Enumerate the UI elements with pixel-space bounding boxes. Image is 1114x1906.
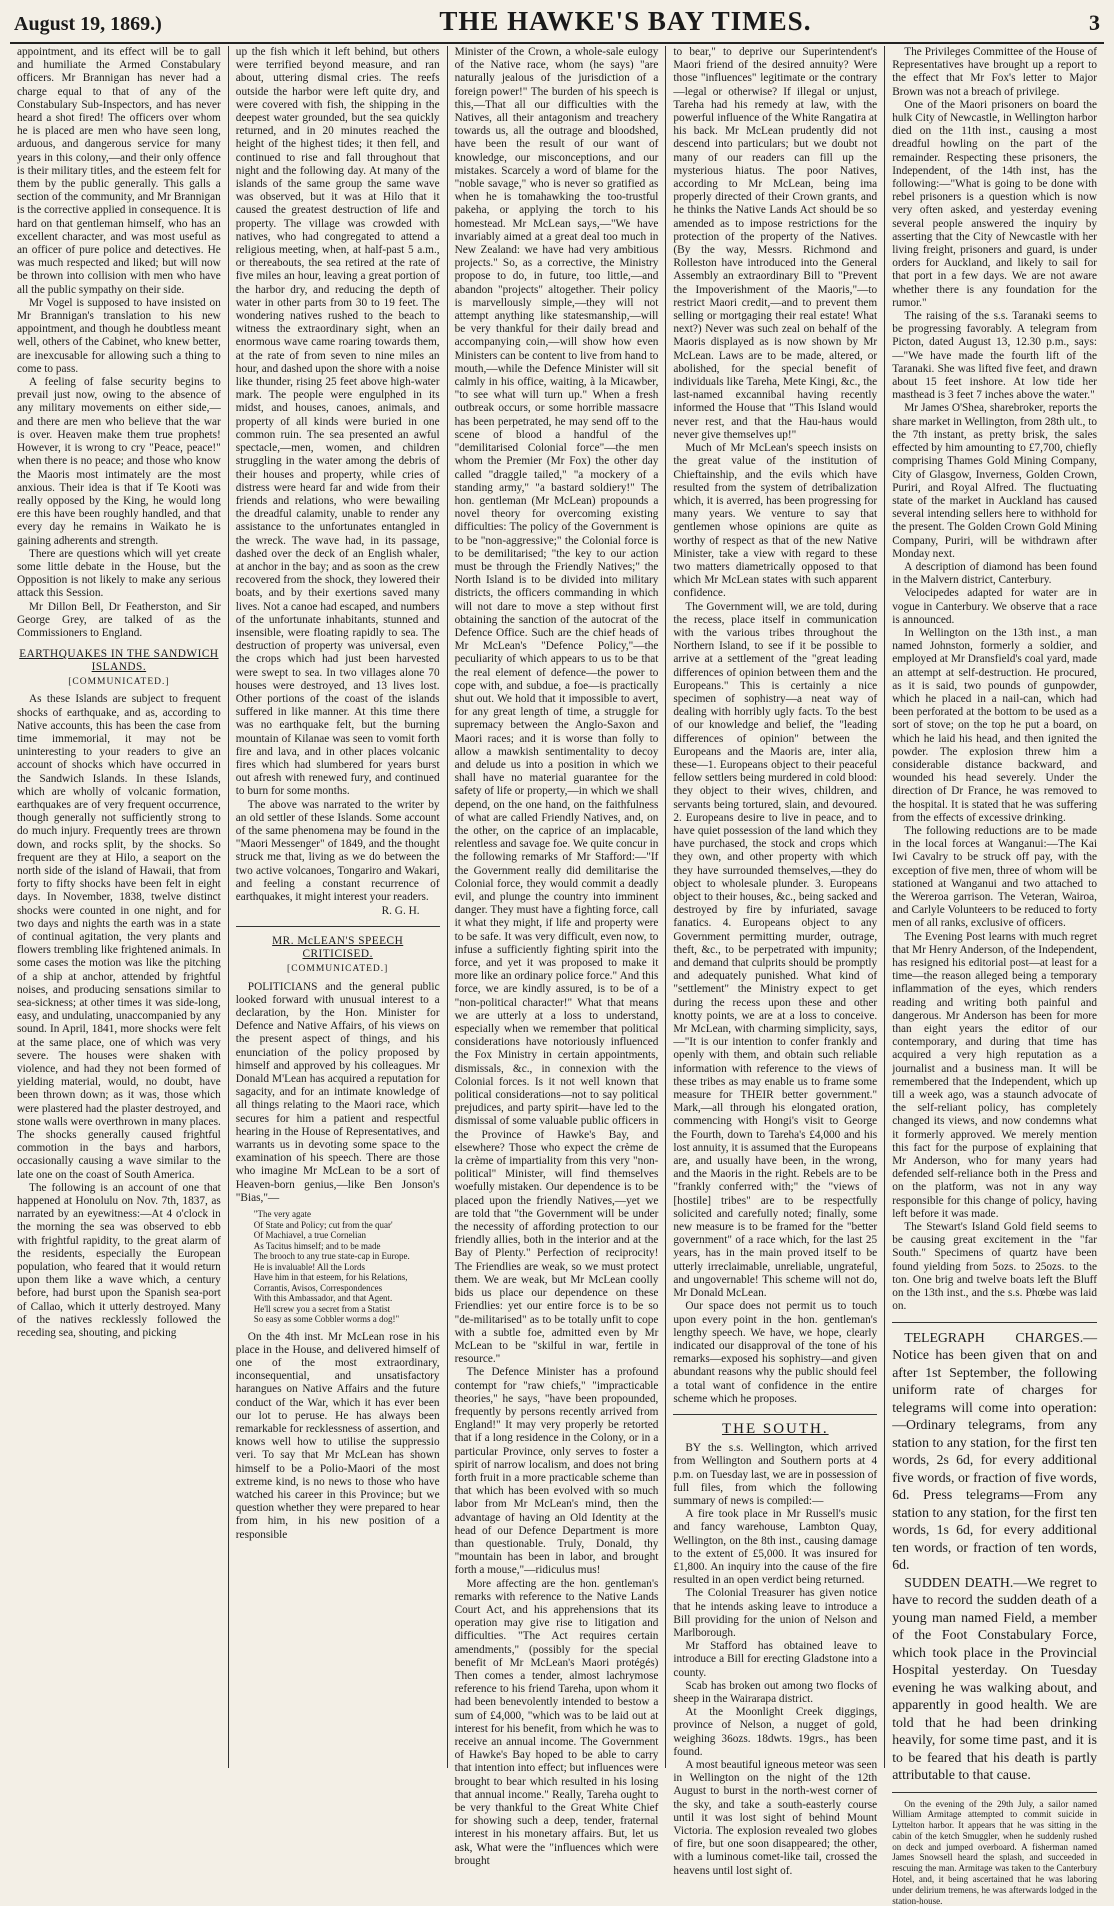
page-number: 3 [1089,10,1100,36]
article-paragraph: Velocipedes adapted for water are in vogue in Canterbury. We observe that a race is announced. [892,587,1097,627]
verse-line: Corrantis, Avisos, Correspondences [254,1283,440,1294]
article-paragraph: The Colonial Treasurer has given notice that he intends asking leave to introduce a Bill providing for the union of Nelson and Marlborough. [673,1587,877,1640]
verse-quote [254,1209,440,1325]
article-paragraph: As these Islands are subject to frequent shocks of earthquake, and as, according to Native accounts, this has been the case from time immemorial, it may not be uninteresting to your readers to give an account of shocks which have occurred in the Sandwich Islands. In these Islands, which are wholly of volcanic formation, earthquakes are of very frequent occurrence, though generally not sufficiently strong to do much injury. Frequently trees are thrown down, and rocks split, by the shocks. So frequent are they at Hilo, a seaport on the north side of the island of Hawaii, that from forty to fifty shocks have been felt in eight days. In November, 1838, twelve distinct shocks were counted in one night, and for two days and nights the earth was in a state of continual agitation, the very plants and flowers trembling like frightened animals. In some cases the motion was like the pitching of a ship at anchor, attended by frightful noises, and producing sensations similar to sea-sickness; at other times it was side-long, easy, and undulating, unaccompanied by any sound. In April, 1841, more shocks were felt at the same place, one of which was very severe. The houses were shaken with violence, and had they not been formed of yielding material, would, no doubt, have been thrown down; as it was, those which were plastered had the plaster destroyed, and stone walls were overthrown in many places. The shocks generally caused frightful commotion in the bays and harbors, occasionally causing a wave similar to the late one on the coast of South America. [17,693,221,1182]
article-paragraph: On the 4th inst. Mr McLean rose in his place in the House, and delivered himself of one of the most extraordinary, inconsequential, and unsatisfactory harangues on Native Affairs and the future conduct of the War, which it has ever been our lot to peruse. He has always been remarkable for recklessness of assertion, and knows well how to utilise the suppressio veri. To say that Mr McLean has shown himself to be a Polio-Maori of the most extreme kind, is no news to those who have watched his career in this Province; but we question whether they were prepared to hear from him, in his new position of a responsible [236,1331,440,1542]
article-paragraph: The Defence Minister has a profound contempt for "raw chiefs," "impracticable theories," he says, "have been propounded, frequently by persons recently arrived from England!" It may very properly be retorted that if a long residence in the Colony, or in a particular Province, only serves to foster a spirit of narrow localism, and does not bring forth fruit in a more practicable scheme than that which has been evolved with so much labor from Mr McLean's mind, then the advantage of having an Old Identity at the head of our Defence Department is more than questionable. Truly, Donald, thy "mountain has been in labor, and brought forth a mouse,"—ridiculus mus! [455,1366,659,1577]
issue-date: August 19, 1869.) [14,13,162,36]
verse-line: Of Machiavel, a true Cornelian [254,1230,440,1241]
sudden-death-notice: SUDDEN DEATH.—We regret to have to record the sudden death of a young man named Field, a member of the Foot Constabulary Force, which took place in the Provincial Hospital yesterday. On Tuesday evening he was walking about, and apparently in good health. We are told that he had been drinking heavily, for some time past, and it is to be feared that his death is partly attributable to that cause. [892,1574,1097,1784]
newspaper-title: THE HAWKE'S BAY TIMES. [439,6,811,37]
verse-line: The brooch to any true state-cap in Europe. [254,1251,440,1262]
article-paragraph: The Evening Post learns with much regret that Mr Henry Anderson, of the Independent, has resigned his editorial post—at least for a time—the reason alleged being a temporary inflammation of the eyes, which renders reading and writing both painful and dangerous. Mr Anderson has been for more than eight years the editor of our contemporary, and during that time has acquired a very high reputation as a journalist and a business man. It will be remembered that the Independent, which up till a week ago, was a staunch advocate of the self-reliant policy, has completely changed its views, and now condemns what it formerly approved. We merely mention this fact for the purpose of explaining that Mr Anderson, who for many years had defended self-reliance both in the Press and on the platform, was not in any way responsible for this change of policy, having left before it was made. [892,931,1097,1221]
article-paragraph: Mr Stafford has obtained leave to introduce a Bill for erecting Gladstone into a county. [673,1640,877,1680]
divider [673,1414,877,1415]
article-paragraph: One of the Maori prisoners on board the hulk City of Newcastle, in Wellington harbor died on the 11th inst., causing a most dreadful howling on the part of the remainder. Respecting these prisoners, the Independent, of the 14th inst, has the following:—"What is going to be done with rebel prisoners is a question which is now very often asked, and yesterday evening several people answered the inquiry by asserting that the City of Newcastle with her living freight, prisoners and guard, is under orders for Auckland, and likely to sail for that port in a few days. We are not aware whether there is any foundation for the rumor." [892,99,1097,310]
column-4 [666,46,885,1768]
article-paragraph: Scab has broken out among two flocks of sheep in the Wairarapa district. [673,1680,877,1706]
article-paragraph: appointment, and its effect will be to gall and humiliate the Armed Constabulary officers. Mr Brannigan has never had a charge equal to that of any of the Constabulary Sub-Inspectors, and has never heard a shot fired! The officers over whom he is placed are men who have seen long, arduous, and dangerous service for many years in this colony,—and their only offence is their military titles, and the esteem felt for them by the public generally. This galls a section of the community, and Mr Brannigan is the corrective applied in consequence. It is hard on that gentleman himself, who has an excellent character, and was most useful as an officer of pure police and detectives. He was much respected and liked; but will now be thrown into collision with men who have all the public sympathy on their side. [17,46,221,297]
article-paragraph: More affecting are the hon. gentleman's remarks with reference to the Native Lands Court Act, and his apprehensions that its operation may give rise to litigation and difficulties. "The Act requires certain amendments," (possibly for the special benefit of Mr McLean's Maori protégés) Then comes a tender, almost lachrymose reference to his friend Tareha, upon whom it had been benevolently intended to bestow a sum of £4,000, "which was to be laid out at interest for his benefit, from which he was to receive an annual income. The Government of Hawke's Bay hoped to be able to carry that intention into effect; but influences were brought to bear which resulted in his losing that annual income." Really, Tareha ought to be very thankful to the Great White Chief for showing such a deep, tender, fraternal interest in his monetary affairs. But, let us ask, What were the "influences which were brought [455,1578,659,1868]
article-signature: R. G. H. [236,905,440,918]
article-paragraph: The Government will, we are told, during the recess, place itself in communication with the various tribes throughout the Northern Island, to see if it be possible to arrive at a settlement of the "great leading differences of opinion between them and the Europeans." This is certainly a nice specimen of sophistry—a neat way of dealing with horribly ugly facts. To the best of our knowledge and belief, the "leading differences of opinion" between the Europeans and the Maoris are, inter alia, these—1. Europeans object to their peaceful fellow settlers being murdered in cold blood: they object to their wives, children, and servants being tortured, slain, and devoured. 2. Europeans desire to live in peace, and to have quiet possession of the land which they have purchased, the stock and crops which they own, and other property with which they have surrounded themselves,—they do object to wholesale plunder. 3. Europeans object to their houses, &c., being sacked and destroyed by fire by infuriated, savage fanatics. 4. Europeans object to any Government permitting murder, outrage, theft, &c., to be perpetrated with impunity; and demand that culprits should be promptly and adequately punished. What kind of "settlement" the Ministry expect to get during the recess upon these and other knotty points, we are at a loss to conceive. Mr McLean, with charming simplicity, says,—"It is our intention to confer frankly and openly with them, and obtain such reliable information with reference to the views of these tribes as may enable us to frame some measure for THEIR better government." Mark,—all through his elongated oration, commencing with Hongi's visit to George the Fourth, down to Tareha's £4,000 and his lost annuity, it is assumed that the Europeans are, and usually have been, in the wrong, and the Maoris in the right. Rebels are to be "frankly conferred with;" the "views of [hostile] tribes" are to be respectfully solicited and carefully noted; finally, some new measure is to be framed for the "better government" of a race which, for the last 25 years, has in the main proved itself to be utterly irreclaimable, unreliable, ungrateful, and ungovernable! This scheme will not do, Mr Donald McLean. [673,601,877,1301]
column-3 [448,46,667,1768]
column-5 [885,46,1104,1768]
columns [10,46,1104,1768]
article-paragraph: Minister of the Crown, a whole-sale eulogy of the Native race, whom (he says) "are naturally jealous of the jurisdiction of a foreign power!" The burden of his speech is this,—That all our difficulties with the Natives, all their antagonism and treachery towards us, all the outrage and bloodshed, have been the result of our want of knowledge, our misconceptions, and our mistakes. Scarcely a word of blame for the "noble savage," who is never so gratified as when he is tomahawking the too-trustful pakeha, or applying the torch to his homestead. Mr McLean says,—"We have invariably aimed at a great deal too much in New Zealand: we have had very ambitious projects." So, as a corrective, the Ministry propose to do, in future, too little,—and abandon "projects" altogether. Their policy is marvellously simple,—they will not attempt anything like statesmanship,—will be very thankful for their daily bread and accompanying coin,—will show how even Ministers can be content to live from hand to mouth,—while the Defence Minister will sit calmly in his office, waiting, à la Micawber, "to see what will turn up." When a fresh outbreak occurs, or some horrible massacre has been perpetrated, he may send off to the scene of blood a handful of the "demilitarised Colonial force"—the men whom the Premier (Mr Fox) the other day called "draggle tailed," "a mockery of a standing army," "a bastard soldiery!" The hon. gentleman (Mr McLean) propounds a novel theory for overcoming existing difficulties: The policy of the Government is to be "non-aggressive;" the Colonial force is to be demilitarised; "the key to our action must be through the Friendly Natives;" the North Island is to be divided into military districts, the officers commanding in which will not dare to move a step without first obtaining the sanction of the autocrat of the Defence Office. Such are the chief heads of Mr McLean's "Defence Policy,"—the peculiarity of which appears to us to be that the real element of defence—the power to cope with, and subdue, a foe—is practically shut out. We hold that it impossible to avert, for any great length of time, a struggle for supremacy between the Anglo-Saxon and Maori races; and it is worse than folly to allow a mawkish sentimentality to decoy and delude us into a position in which we shall have no material guarantee for the safety of life or property,—in which we shall depend, on the one hand, on the faithfulness of what are called Friendly Natives, and, on the other, on the caprice of an implacable, relentless and savage foe. We quite concur in the following remarks of Mr Stafford:—"If the Government really did demilitarise the Colonial force, they would commit a deadly evil, and plunge the country into imminent danger. They must have a fighting force, call it what they might, if life and property were to be safe. It was very difficult, even now, to infuse a sufficiently fighting spirit into the force, and yet it was proposed to make it more like an ordinary police force." And this force, we are kindly assured, is to be of a "non-political character!" What that means we are utterly at a loss to understand, especially when we remember that political considerations have notoriously influenced the Fox Ministry in certain appointments, dismissals, &c., in connexion with the Colonial forces. Is it not well known that political considerations—not to say political prejudices, and party spirit—have led to the dismissal of some valuable public officers in the Province of Hawke's Bay, and elsewhere? Those who expect the crème de la crème of impartiality from this very "non-political" Minister, will find themselves woefully mistaken. Our dependence is to be placed upon the friendly Natives,—yet we are told that "the Government will be under the necessity of affording protection to our friendly allies, both in the interior and at the Bay of Plenty." Perfection of reciprocity! The Friendlies are weak, so we must protect them. We are weak, but Mr McLean coolly bids us place our dependence on these Friendlies: yet our entire force is to be so "de-militarised" as to be totally unfit to cope with a subtle foe, admitted even by Mr McLean to be "skilful in war, fertile in resource." [455,46,659,1366]
article-heading-south: THE SOUTH. [673,1423,877,1436]
verse-line: He is invaluable! All the Lords [254,1262,440,1273]
verse-line: He'll screw you a secret from a Statist [254,1304,440,1315]
verse-line: Of State and Policy; cut from the quar' [254,1220,440,1231]
article-paragraph: Our space does not permit us to touch upon every point in the hon. gentleman's lengthy speech. We have, we hope, clearly indicated our disapproval of the tone of his remarks—exposed his sophistry—and given abundant reasons why the public should feel a total want of confidence in the entire scheme which he proposes. [673,1300,877,1406]
article-paragraph: A fire took place in Mr Russell's music and fancy warehouse, Lambton Quay, Wellington, on the 8th inst., causing damage to the extent of £5,000. It was insured for £1,800. An inquiry into the cause of the fire resulted in an open verdict being returned. [673,1508,877,1587]
verse-line: "The very agate [254,1209,440,1220]
article-paragraph: to bear," to deprive our Superintendent's Maori friend of the desired annuity? Were those "influences" legitimate or the contrary—legal or otherwise? If illegal or unjust, Tareha had his remedy at law, with the powerful influence of the White Rangatira at his back. Mr McLean prudently did not descend into particulars; but we doubt not many of our readers can fill up the mysterious hiatus. The poor Natives, according to Mr McLean, being ima properly directed of their Crown grants, and he thinks the Native Lands Act should be so amended as to impose restrictions for the protection of the property of the Natives. (By the way, Messrs. Richmond and Rolleston have introduced into the General Assembly an extraordinary Bill to "Prevent the Impoverishment of the Maoris,"—to restrict Maori credit,—and to prevent them selling or mortgaging their real estate! What next?) Never was such zeal on behalf of the Maoris displayed as is now shown by Mr McLean. Laws are to be made, altered, or abolished, for the special benefit of individuals like Tareha, Mete Kingi, &c., the last-named excannibal having recently informed the House that "This Island would never rest, and that the Hau-haus would never give themselves up!" [673,46,877,442]
article-paragraph: A most beautiful igneous meteor was seen in Wellington on the night of the 12th August to burst in the north-west corner of the sky, and take a south-easterly course until it was lost sight of behind Mount Victoria. The explosion revealed two globes of fire, but one soon disappeared; the other, with a luminous comet-like tail, crossed the heavens until lost sight of. [673,1759,877,1878]
article-paragraph: Mr Vogel is supposed to have insisted on Mr Brannigan's translation to his new appointment, and though he doubtless meant well, others of the Cabinet, who knew better, are inexcusable for allowing such a thing to come to pass. [17,297,221,376]
divider [892,1322,1097,1323]
article-paragraph: Mr James O'Shea, sharebroker, reports the share market in Wellington, from 28th ult., to the 7th instant, as pretty brisk, the sales effected by him amounting to £7,700, chiefly comprising Thames Gold Mining Company, City of Glasgow, Inverness, Golden Crown, Puriri, and Royal Alfred. The fluctuating state of the market in Auckland has caused several intending sellers here to withhold for the present. The Golden Crown Gold Mining Company, Puriri, will be withdrawn after Monday next. [892,402,1097,560]
article-heading-earthquakes: EARTHQUAKES IN THE SANDWICH ISLANDS. [17,648,221,674]
telegraph-charges-notice: TELEGRAPH CHARGES.—Notice has been given that on and after 1st September, the following uniform rate of charges for telegrams will come into operation:—Ordinary telegrams, from any station to any station, for the first ten words, 2s 6d, for every additional five words, or fraction of five words, 6d. Press telegrams—From any station to any station, for the first ten words, 1s 6d, for every additional ten words, or fraction of ten words, 6d. [892,1329,1097,1574]
article-subheading: [COMMUNICATED.] [17,676,221,689]
article-subheading: [COMMUNICATED.] [236,963,440,976]
article-paragraph: A description of diamond has been found in the Malvern district, Canterbury. [892,561,1097,587]
divider [892,1792,1097,1793]
article-paragraph: There are questions which will yet create some little debate in the House, but the Opposition is not likely to make any serious attack this Session. [17,548,221,601]
article-paragraph: The Privileges Committee of the House of Representatives have brought up a report to the effect that Mr Fox's letter to Major Brown was not a breach of privilege. [892,46,1097,99]
article-paragraph: The following is an account of one that happened at Honolulu on Nov. 7th, 1837, as narrated by an eyewitness:—At 4 o'clock in the morning the sea was observed to ebb with frightful rapidity, to the great alarm of the residents, especially the European population, who feared that it would return upon them like a wave which, a century before, had burst upon the Spanish sea-port of Callao, which it utterly destroyed. Many of the natives recklessly followed the receding sea, shouting, and picking [17,1182,221,1340]
verse-line: So easy as some Cobbler worms a dog!" [254,1314,440,1325]
article-paragraph: The following reductions are to be made in the local forces at Wanganui:—The Kai Iwi Cavalry to be struck off pay, with the exception of five men, three of whom will be stationed at Wanganui and two attached to the Wereroa garrison. The Veteran, Wairoa, and Carlyle Volunteers to be reduced to forty men of all ranks, exclusive of officers. [892,825,1097,931]
article-paragraph: The above was narrated to the writer by an old settler of these Islands. Some account of the same phenomena may be found in the "Maori Messenger" of 1849, and the thought struck me that, living as we do between the two active volcanoes, Tongariro and Wakari, and feeling a constant recurrence of earthquakes, it might interest your readers. [236,799,440,905]
article-heading-speech: MR. McLEAN'S SPEECH CRITICISED. [236,935,440,961]
article-paragraph: up the fish which it left behind, but others were terrified beyond measure, and ran about, uttering dismal cries. The reefs outside the harbor were left quite dry, and were covered with fish, the shipping in the deepest water grounded, but the sea quickly returned, and in 20 minutes reached the height of the highest tides; it then fell, and continued to rise and fall throughout that night and the following day. At many of the islands of the same group the same wave was observed, but it was at Hilo that it caused the greatest destruction of life and property. The village was crowded with natives, who had congregated to attend a religious meeting, when, at half-past 5 a.m., or thereabouts, the sea retired at the rate of five miles an hour, leaving a great portion of the harbor dry, and reducing the depth of water in other parts from 30 to 19 feet. The wondering natives rushed to the beach to witness the extraordinary sight, when an enormous wave came roaring towards them, at the rate of from seven to nine miles an hour, and dashed upon the shore with a noise like thunder, rising 25 feet above high-water mark. The people were engulphed in its midst, and houses, canoes, animals, and property of all kinds were buried in one common ruin. The sea presented an awful spectacle,—men, women, and children struggling in the water among the debris of their houses and property, while cries of distress were heard far and wide from their friends and relations, who were bewailing the dreadful calamity, unable to render any assistance to the unfortunates entangled in the wreck. The wave had, in its passage, dashed over the deck of an English whaler, at anchor in the bay; and as soon as the crew recovered from the shock, they lowered their boats, and by their exertions saved many lives. Not a canoe had escaped, and numbers of the unfortunate inhabitants, stunned and insensible, were floating rapidly to sea. The destruction of property was universal, even the crops which had just been harvested were swept to sea. In two villages alone 70 houses were destroyed, and 13 lives lost. Other portions of the coast of the islands suffered in like manner. At this time there was no earthquake felt, but the burning mountain of Kilanae was seen to vomit forth fire and lava, and in other places volcanic fires which had slumbered for years burst out afresh with renewed fury, and continued to burn for some months. [236,46,440,799]
masthead [10,6,1104,44]
article-paragraph: A feeling of false security begins to prevail just now, owing to the absence of any military movements on either side,—and there are men who believe that the war is over. Heaven make them true prophets! However, it is wrong to cry "Peace, peace!" when there is no peace; and those who know the Maoris most intimately are the most anxious. Their idea is that if Te Kooti was really opposed by the King, he would long ere this have been roughly handled, and that every day he remains in Waikato he is gaining adherents and strength. [17,376,221,548]
article-paragraph: In Wellington on the 13th inst., a man named Johnston, formerly a soldier, and employed at Mr Dransfield's coal yard, made an attempt at self-destruction. He procured, as it is said, two pounds of gunpowder, which he placed in a nail-can, which had been perforated at the bottom to be used as a sort of stove; on the top he put a board, on which he laid his head, and then ignited the powder. The explosion threw him a considerable distance backward, and wounded his head severely. Under the direction of Dr France, he was removed to the hospital. It is stated that he was suffering from the effects of excessive drinking. [892,627,1097,825]
article-paragraph: At the Moonlight Creek diggings, province of Nelson, a nugget of gold, weighing 36ozs. 18dwts. 19grs., has been found. [673,1706,877,1759]
verse-line: With this Ambassador, and that Agent. [254,1293,440,1304]
article-paragraph: Much of Mr McLean's speech insists on the great value of the institution of Chieftainship, and the evils which have resulted from the system of detribalization which, it is averred, has been progressing for many years. We venture to say that gentlemen whose opinions are quite as worthy of respect as that of the new Native Minister, take a view with regard to these two matters diametrically opposed to that which Mr McLean states with such apparent confidence. [673,442,877,600]
column-2 [229,46,448,1768]
article-paragraph: POLITICIANS and the general public looked forward with unusual interest to a declaration, by the Hon. Minister for Defence and Native Affairs, of his views on the present aspect of things, and his enunciation of the policy proposed by himself and approved by his colleagues. Mr Donald M'Lean has acquired a reputation for sagacity, and for an intimate knowledge of all things relating to the Maori race, which secures for him a patient and respectful hearing in the House of Representatives, and warrants us in devoting some space to the examination of his speech. There are those who imagine Mr McLean to be a sort of Heaven-born genius,—like Ben Jonson's "Bias,"— [236,981,440,1205]
article-paragraph: The raising of the s.s. Taranaki seems to be progressing favorably. A telegram from Picton, dated August 13, 12.30 p.m., says:—"We have made the fourth lift of the Taranaki. She was lifted five feet, and drawn about 15 feet inshore. At low tide her masthead is 3 feet 7 inches above the water." [892,310,1097,402]
verse-line: Have him in that esteem, for his Relations, [254,1272,440,1283]
article-paragraph: The Stewart's Island Gold field seems to be causing great excitement in the "far South." Specimens of quartz have been found yielding from 5ozs. to 25ozs. to the ton. One brig and twelve boats left the Bluff on the 13th inst., and the s.s. Phœbe was laid on. [892,1221,1097,1313]
article-paragraph: Mr Dillon Bell, Dr Featherston, and Sir George Grey, are talked of as the Commissioners to England. [17,601,221,641]
verse-line: As Tacitus himself; and to be made [254,1241,440,1252]
article-paragraph: BY the s.s. Wellington, which arrived from Wellington and Southern ports at 4 p.m. on Tuesday last, we are in possession of full files, from which the following summary of news is compiled:— [673,1442,877,1508]
article-paragraph: On the evening of the 29th July, a sailor named William Armitage attempted to commit suicide in Lyttelton harbor. It appears that he was sitting in the cabin of the ketch Smuggler, when he suddenly rushed on deck and jumped overboard. A fisherman named James Snowsell heard the splash, and succeeded in rescuing the man. Armitage was taken to the Canterbury Hotel, and, it being ascertained that he was laboring under delirium tremens, he was afterwards lodged in the station-house. [892,1799,1097,1906]
divider [236,926,440,927]
column-1 [10,46,229,1768]
